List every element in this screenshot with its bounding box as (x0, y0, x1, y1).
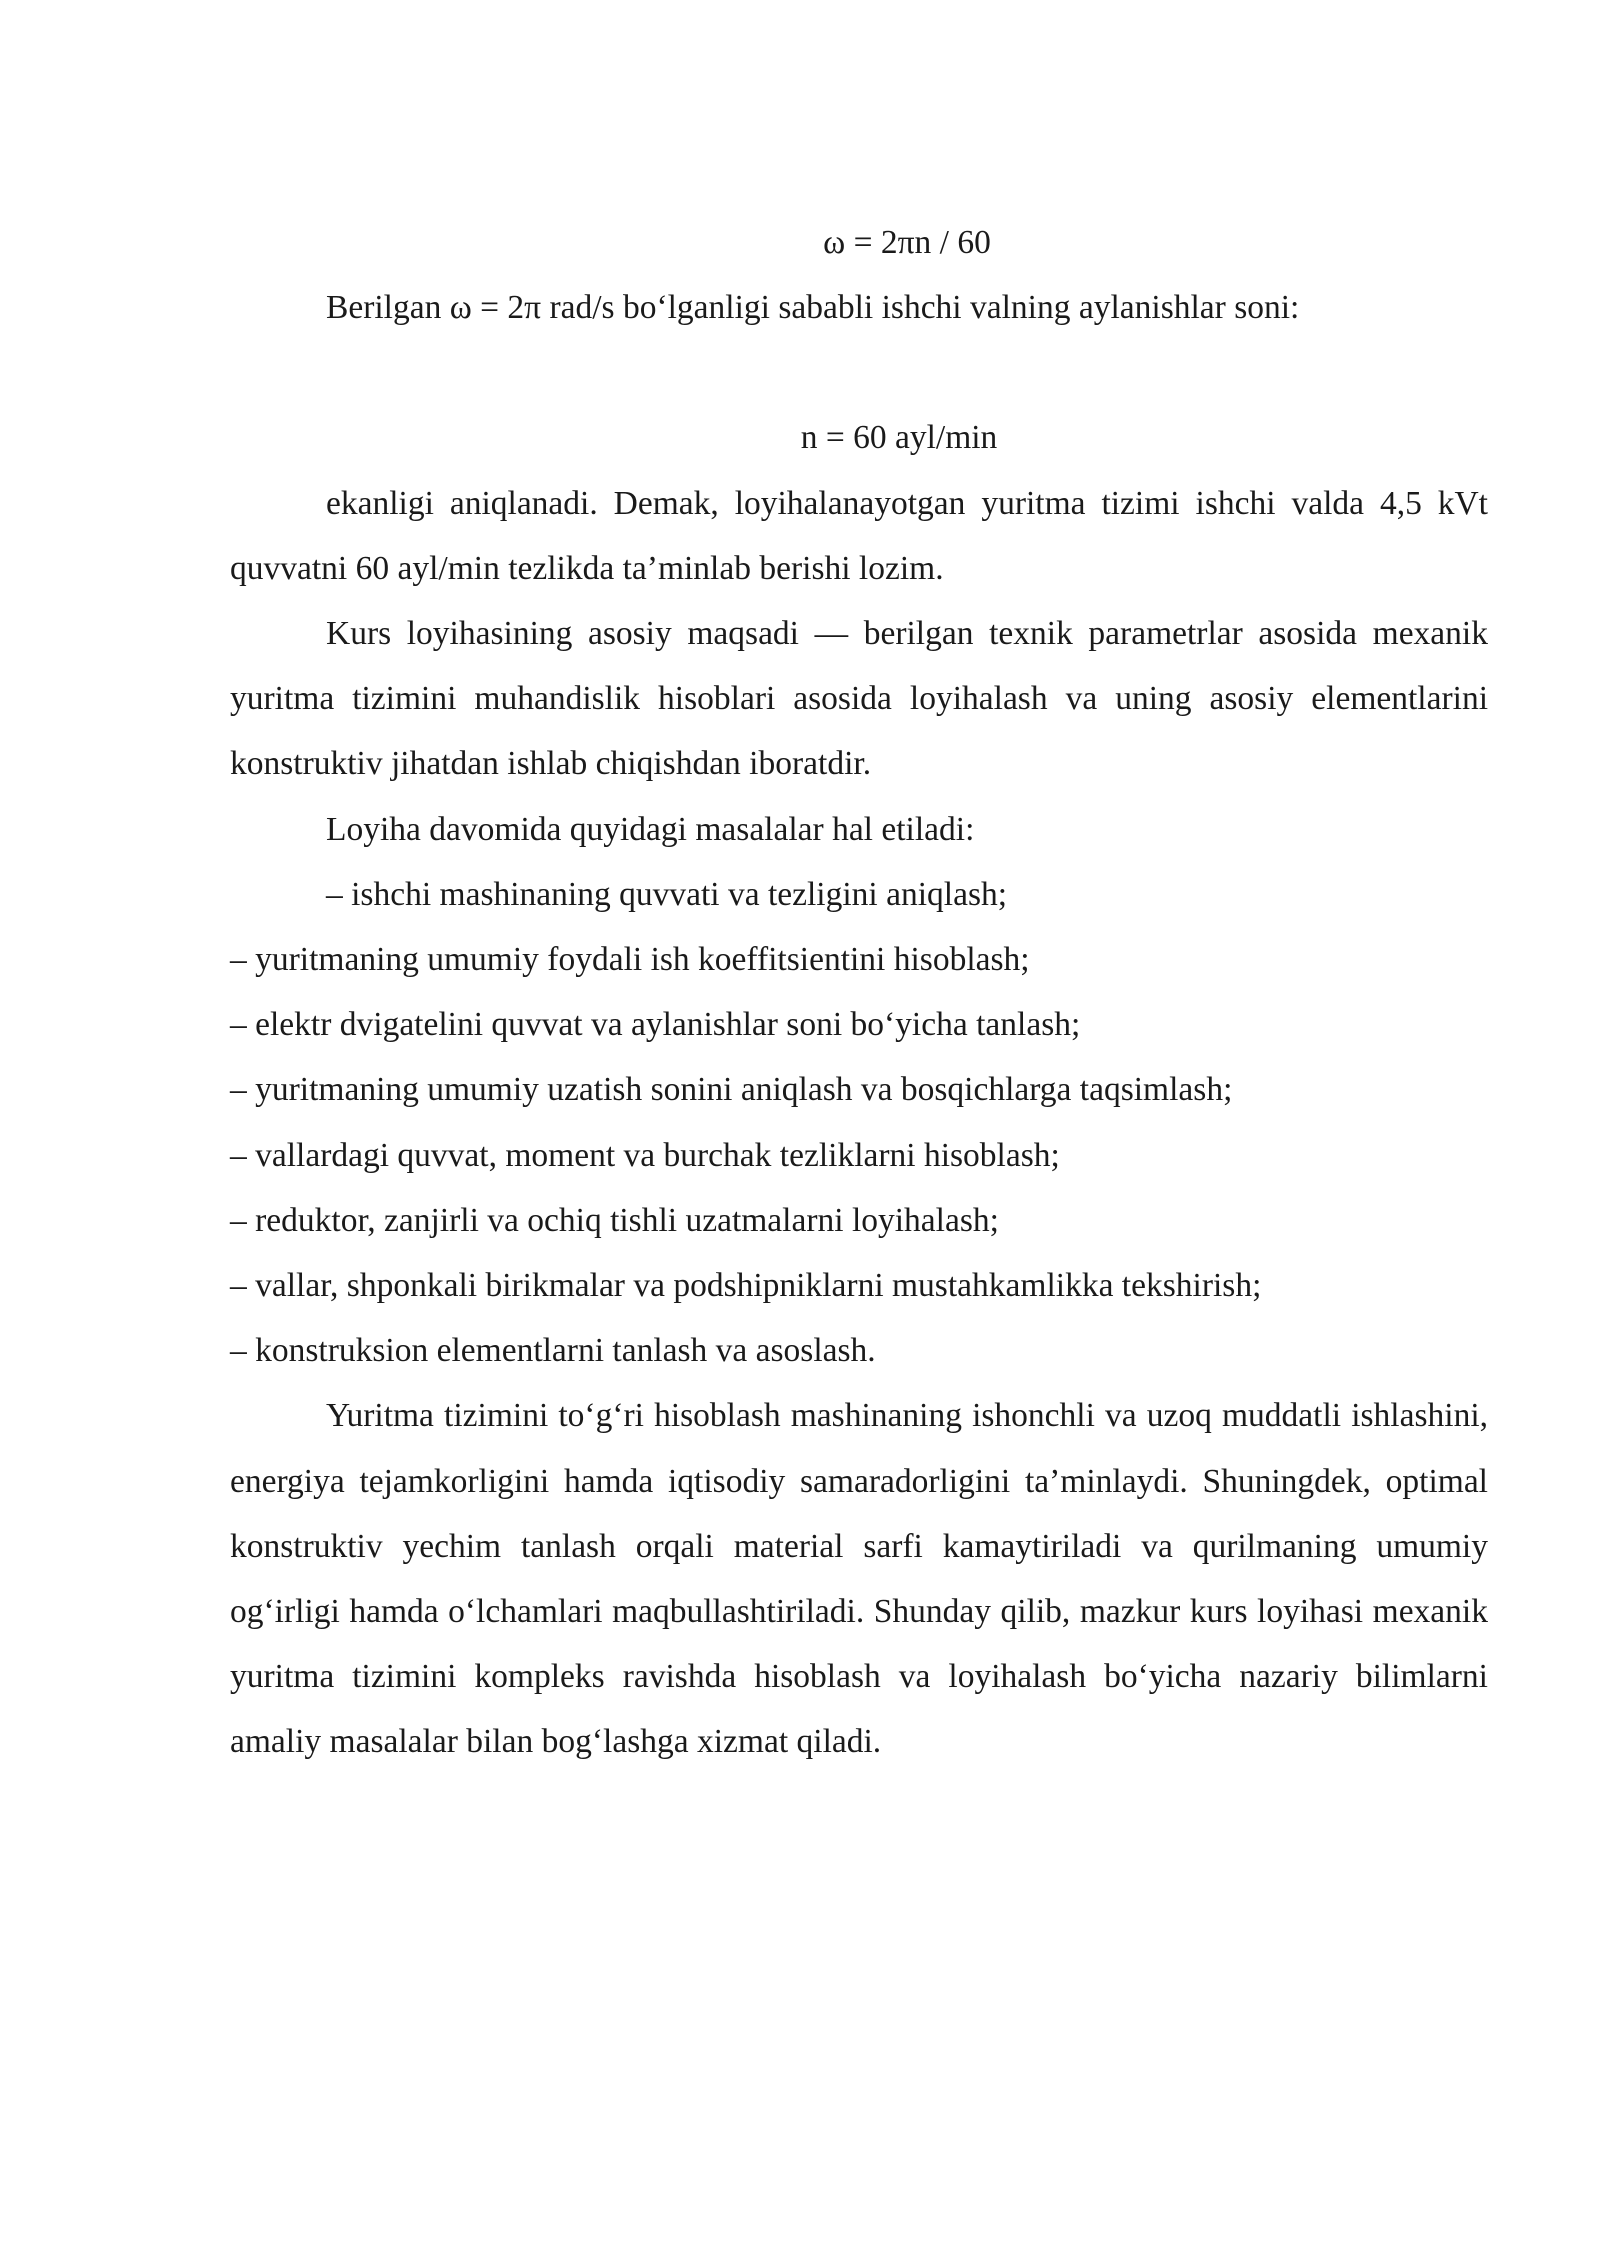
list-item: – vallar, shponkali birikmalar va podshipniklarni mustahkamlikka tekshirish; (230, 1267, 1262, 1305)
paragraph-goal: Kurs loyihasining asosiy maqsadi — berilgan texnik parametrlar asosida mexanik yuritma tizimini muhandislik hisoblari asosida loyihalash va uning asosiy elementlarini konstruktiv jihatdan ishlab chiqishdan iboratdir. (230, 615, 1488, 783)
document-body (230, 210, 1488, 1775)
list-item: – vallardagi quvvat, moment va burchak tezliklarni hisoblash; (230, 1136, 1060, 1174)
paragraph-conclusion: Yuritma tizimini to‘g‘ri hisoblash mashinaning ishonchli va uzoq muddatli ishlashini, energiya tejamkorligini hamda iqtisodiy samaradorligini ta’minlaydi. Shuningdek, optimal konstruktiv yechim tanlash orqali material sarfi kamaytiriladi va qurilmaning umumiy og‘irligi hamda o‘lchamlari maqbullashtiriladi. Shunday qilib, mazkur kurs loyihasi mexanik yuritma tizimini kompleks ravishda hisoblash va loyihalash bo‘yicha nazariy bilimlarni amaliy masalalar bilan bog‘lashga xizmat qiladi. (230, 1397, 1488, 1761)
formula-rotation-speed: n = 60 ayl/min (800, 419, 998, 457)
paragraph-given: Berilgan ω = 2π rad/s bo‘lganligi sababli ishchi valning aylanishlar soni: (326, 289, 1300, 327)
list-item: – elektr dvigatelini quvvat va aylanishlar soni bo‘yicha tanlash; (230, 1006, 1081, 1044)
formula-angular-velocity: ω = 2πn / 60 (823, 224, 991, 261)
list-item: – reduktor, zanjirli va ochiq tishli uzatmalarni loyihalash; (230, 1201, 999, 1239)
list-item: – yuritmaning umumiy uzatish sonini aniqlash va bosqichlarga taqsimlash; (230, 1071, 1233, 1109)
list-item: – ishchi mashinaning quvvati va tezligini aniqlash; (326, 875, 1008, 913)
paragraph-result: ekanligi aniqlanadi. Demak, loyihalanayotgan yuritma tizimi ishchi valda 4,5 kVt quvvatni 60 ayl/min tezlikda ta’minlab berishi lozim. (230, 484, 1488, 587)
tasks-intro: Loyiha davomida quyidagi masalalar hal etiladi: (326, 810, 975, 848)
list-item: – yuritmaning umumiy foydali ish koeffitsientini hisoblash; (230, 941, 1030, 979)
list-item: – konstruksion elementlarni tanlash va asoslash. (230, 1332, 876, 1370)
tasks-list (230, 862, 1488, 1384)
